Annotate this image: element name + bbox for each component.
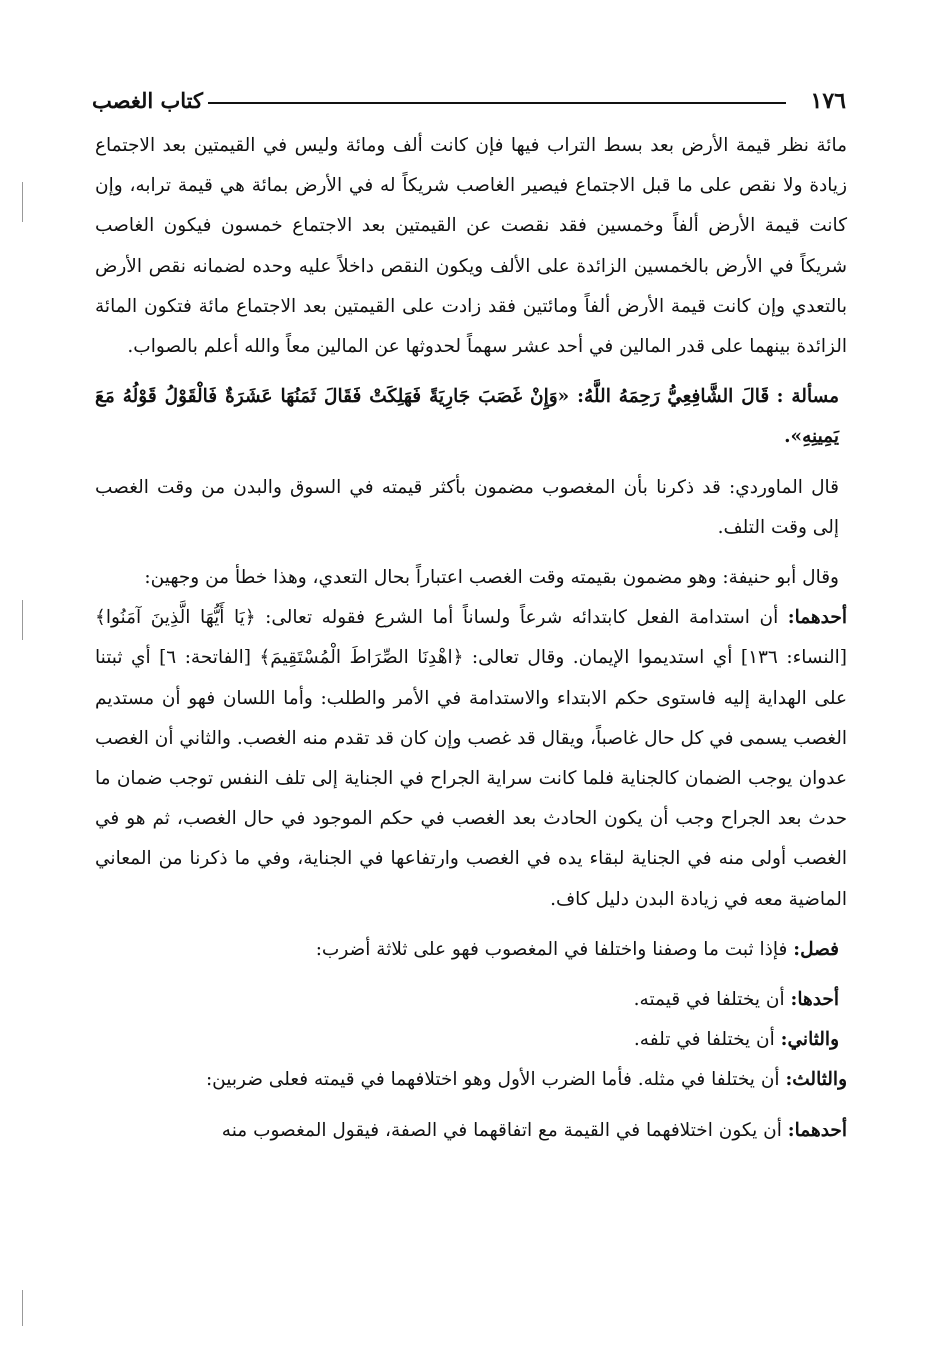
- paragraph-lead-bold: قَالَ الشَّافِعِيُّ: [667, 386, 770, 408]
- page-body: [95, 126, 847, 1151]
- paragraph: [95, 1111, 847, 1151]
- header-rule: [208, 102, 786, 104]
- paragraph-lead: أحدهما:: [787, 607, 847, 629]
- paragraph-text: أن استدامة الفعل كابتدائه شرعاً ولساناً أما الشرع فقوله تعالى: ﴿يَا أَيُّهَا الَّذِينَ آمَنُوا﴾ [النساء: ١٣٦] أي استديموا الإيمان. وقال تعالى: ﴿اهْدِنَا الصِّرَاطَ الْمُسْتَقِيمَ﴾ [الفاتحة: ٦] أي ثبتنا على الهداية إليه فاستوى حكم الابتداء والاستدامة في الأمر والطلب: وأما اللسان فهو أن مستديم الغصب يسمى في كل حال غاصباً، ويقال قد غصب وإن كان قد تقدم منه الغصب. والثاني أن الغصب عدوان يوجب الضمان كالجناية فلما كانت سراية الجراح في الجناية إلى تلف النفس توجب ضمان ما حدث بعد الجراح وجب أن يكون الحادث بعد الغصب في حكم الموجود في حال الغصب، ثم هو في الغصب أولى منه في الجناية لبقاء يده في الغصب وارتفاعها في الجناية، وفي ما ذكرنا من المعاني الماضية معه في زيادة البدن دليل كاف.: [95, 607, 847, 910]
- paragraph: [95, 1060, 847, 1100]
- paragraph-lead: والثالث:: [785, 1069, 847, 1091]
- page-number: ١٧٦: [810, 88, 846, 114]
- paragraph: [95, 980, 847, 1020]
- page-header: [92, 88, 846, 118]
- paragraph-lead: فصل:: [793, 938, 839, 960]
- paragraph-text: فإذا ثبت ما وصفنا واختلفا في المغصوب فهو على ثلاثة أضرب:: [315, 938, 788, 960]
- running-title: كتاب الغصب: [92, 88, 204, 113]
- paragraph-text: أن يختلفا في قيمته.: [633, 989, 785, 1011]
- paragraph-lead: مسألة :: [776, 386, 839, 408]
- paragraph: [95, 598, 847, 920]
- paragraph-text: وقال أبو حنيفة: وهو مضمون بقيمته وقت الغصب اعتباراً بحال التعدي، وهذا خطأ من وجهين:: [144, 567, 839, 589]
- paragraph-lead: أحدها:: [790, 989, 839, 1011]
- paragraph-lead: والثاني:: [780, 1029, 839, 1051]
- paragraph-text: أن يكون اختلافهما في القيمة مع اتفاقهما في الصفة، فيقول المغصوب منه: [221, 1119, 782, 1141]
- margin-line: [22, 1290, 23, 1326]
- paragraph: [95, 468, 847, 548]
- paragraph-text: رَحِمَهُ اللَّهُ: «وَإِنْ غَصَبَ جَارِيَةً فَهَلِكَتْ فَقَالَ ثَمَنُهَا عَشَرَةٌ فَالْقَوْلُ قَوْلُهُ مَعَ يَمِينِهِ».: [95, 386, 839, 448]
- paragraph: [95, 377, 847, 457]
- paragraph-lead: أحدهما:: [787, 1119, 847, 1141]
- paragraph: [95, 126, 847, 367]
- paragraph-text: أن يختلفا في تلفه.: [633, 1029, 775, 1051]
- paragraph: [95, 558, 847, 598]
- paragraph-text: أن يختلفا في مثله. فأما الضرب الأول وهو اختلافهما في قيمته فعلى ضربين:: [205, 1069, 780, 1091]
- paragraph-text: مائة نظر قيمة الأرض بعد بسط التراب فيها فإن كانت ألف ومائة وليس في القيمتين بعد الاجتماع زيادة ولا نقص على ما قبل الاجتماع فيصير الغاصب شريكاً له في الأرض بمائة هي قيمة ترابه، وإن كانت قيمة الأرض ألفاً وخمسين فقد نقصت عن القيمتين بعد الاجتماع خمسون فيكون الغاصب شريكاً في الأرض بالخمسين الزائدة على الألف ويكون النقص داخلاً عليه وحده لضمانه نقص الأرض بالتعدي وإن كانت قيمة الأرض ألفاً ومائتين فقد زادت على القيمتين بعد الاجتماع مائة فتكون المائة الزائدة بينهما على قدر المالين في أحد عشر سهماً لحدوثها عن المالين معاً والله أعلم بالصواب.: [95, 135, 847, 358]
- paragraph: [95, 930, 847, 970]
- paragraph-text: قال الماوردي: قد ذكرنا بأن المغصوب مضمون بأكثر قيمته في السوق والبدن من وقت الغصب إلى وقت التلف.: [95, 476, 839, 538]
- margin-line: [22, 182, 23, 222]
- paragraph: [95, 1020, 847, 1060]
- margin-line: [22, 600, 23, 640]
